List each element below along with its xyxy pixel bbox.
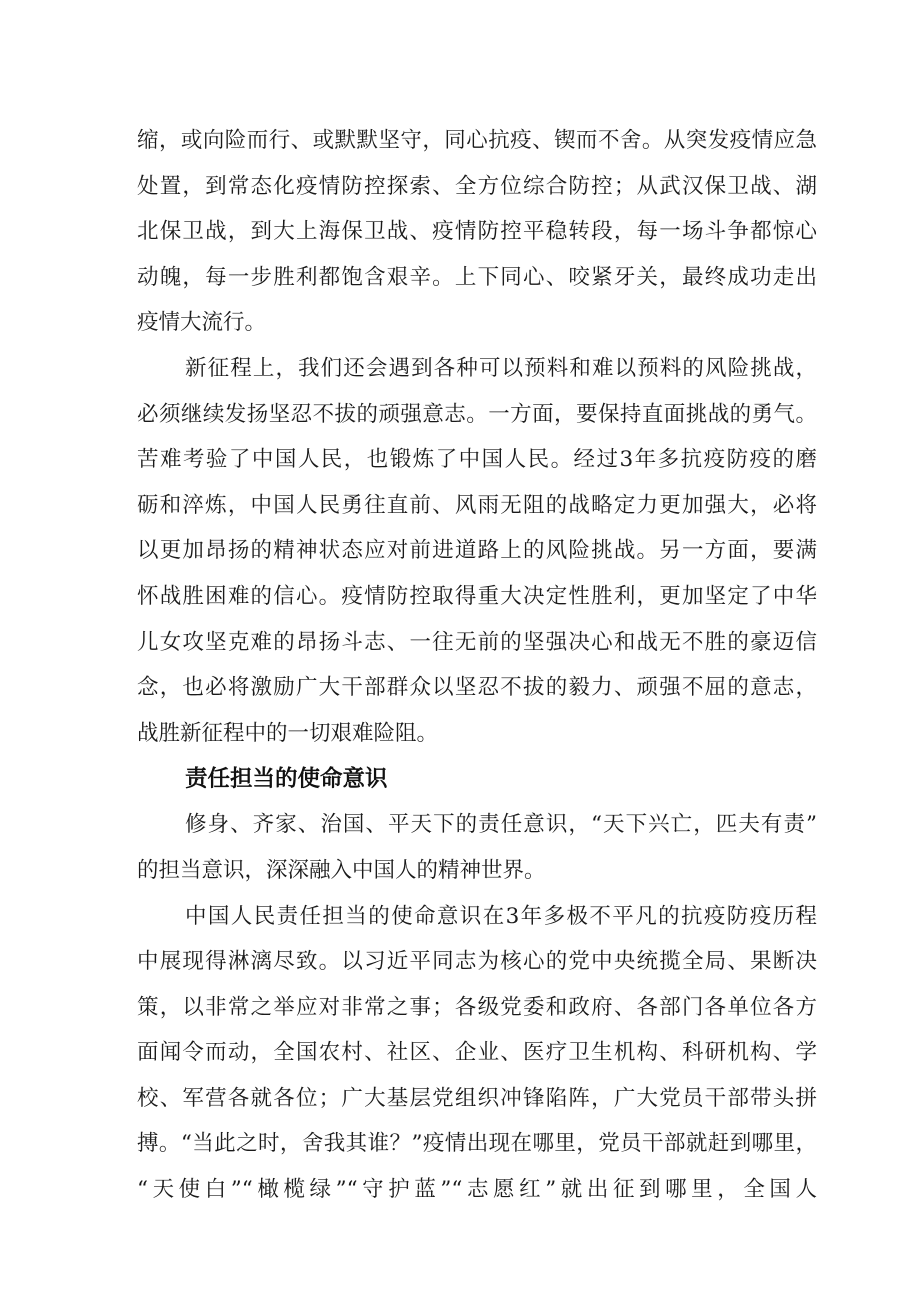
section-heading: 责任担当的使命意识 (185, 766, 388, 793)
text-line: 以更加昂扬的精神状态应对前进道路上的风险挑战。另一方面，要满 (137, 538, 817, 564)
paragraph-4 (137, 894, 817, 1213)
text-line: 缩，或向险而行、或默默坚守，同心抗疫、锲而不舍。从突发疫情应急 (137, 128, 817, 153)
text-line: 儿女攻坚克难的昂扬斗志、一往无前的坚强决心和战无不胜的豪迈信 (137, 629, 817, 655)
document-body (137, 118, 817, 1213)
text-line: 处置，到常态化疫情防控探索、全方位综合防控；从武汉保卫战、湖 (137, 173, 817, 199)
text-line: 苦难考验了中国人民，也锻炼了中国人民。经过3年多抗疫防疫的磨 (137, 447, 817, 473)
text-line: 新征程上，我们还会遇到各种可以预料和难以预料的风险挑战， (185, 355, 817, 381)
text-line: 战胜新征程中的一切艰难险阻。 (137, 720, 439, 746)
text-line: 策，以非常之举应对非常之事；各级党委和政府、各部门各单位各方 (137, 994, 817, 1020)
text-line: 面闻令而动，全国农村、社区、企业、医疗卫生机构、科研机构、学 (137, 1040, 817, 1066)
text-line: “天使白”“橄榄绿”“守护蓝”“志愿红”就出征到哪里，全国人 (137, 1177, 817, 1203)
text-line: 中国人民责任担当的使命意识在3年多极不平凡的抗疫防疫历程 (185, 903, 817, 929)
text-line: 必须继续发扬坚忍不拔的顽强意志。一方面，要保持直面挑战的勇气。 (137, 401, 817, 427)
text-line: 砺和淬炼，中国人民勇往直前、风雨无阻的战略定力更加强大，必将 (137, 492, 817, 518)
text-line: 中展现得淋漓尽致。以习近平同志为核心的党中央统揽全局、果断决 (137, 949, 817, 975)
text-line: 动魄，每一步胜利都饱含艰辛。上下同心、咬紧牙关，最终成功走出 (137, 264, 817, 290)
paragraph-1 (137, 118, 817, 346)
paragraph-2 (137, 346, 817, 756)
paragraph-3 (137, 802, 817, 893)
text-line: 怀战胜困难的信心。疫情防控取得重大决定性胜利，更加坚定了中华 (137, 583, 817, 609)
text-line: 北保卫战，到大上海保卫战、疫情防控平稳转段，每一场斗争都惊心 (137, 219, 817, 245)
text-line: 搏。“当此之时，舍我其谁？”疫情出现在哪里，党员干部就赶到哪里， (137, 1131, 817, 1157)
text-line: 修身、齐家、治国、平天下的责任意识，“天下兴亡，匹夫有责” (185, 812, 817, 838)
text-line: 念，也必将激励广大干部群众以坚忍不拔的毅力、顽强不屈的意志， (137, 675, 817, 701)
text-line: 校、军营各就各位；广大基层党组织冲锋陷阵，广大党员干部带头拼 (137, 1085, 817, 1111)
text-line: 疫情大流行。 (137, 310, 267, 336)
text-line: 的担当意识，深深融入中国人的精神世界。 (137, 857, 546, 883)
